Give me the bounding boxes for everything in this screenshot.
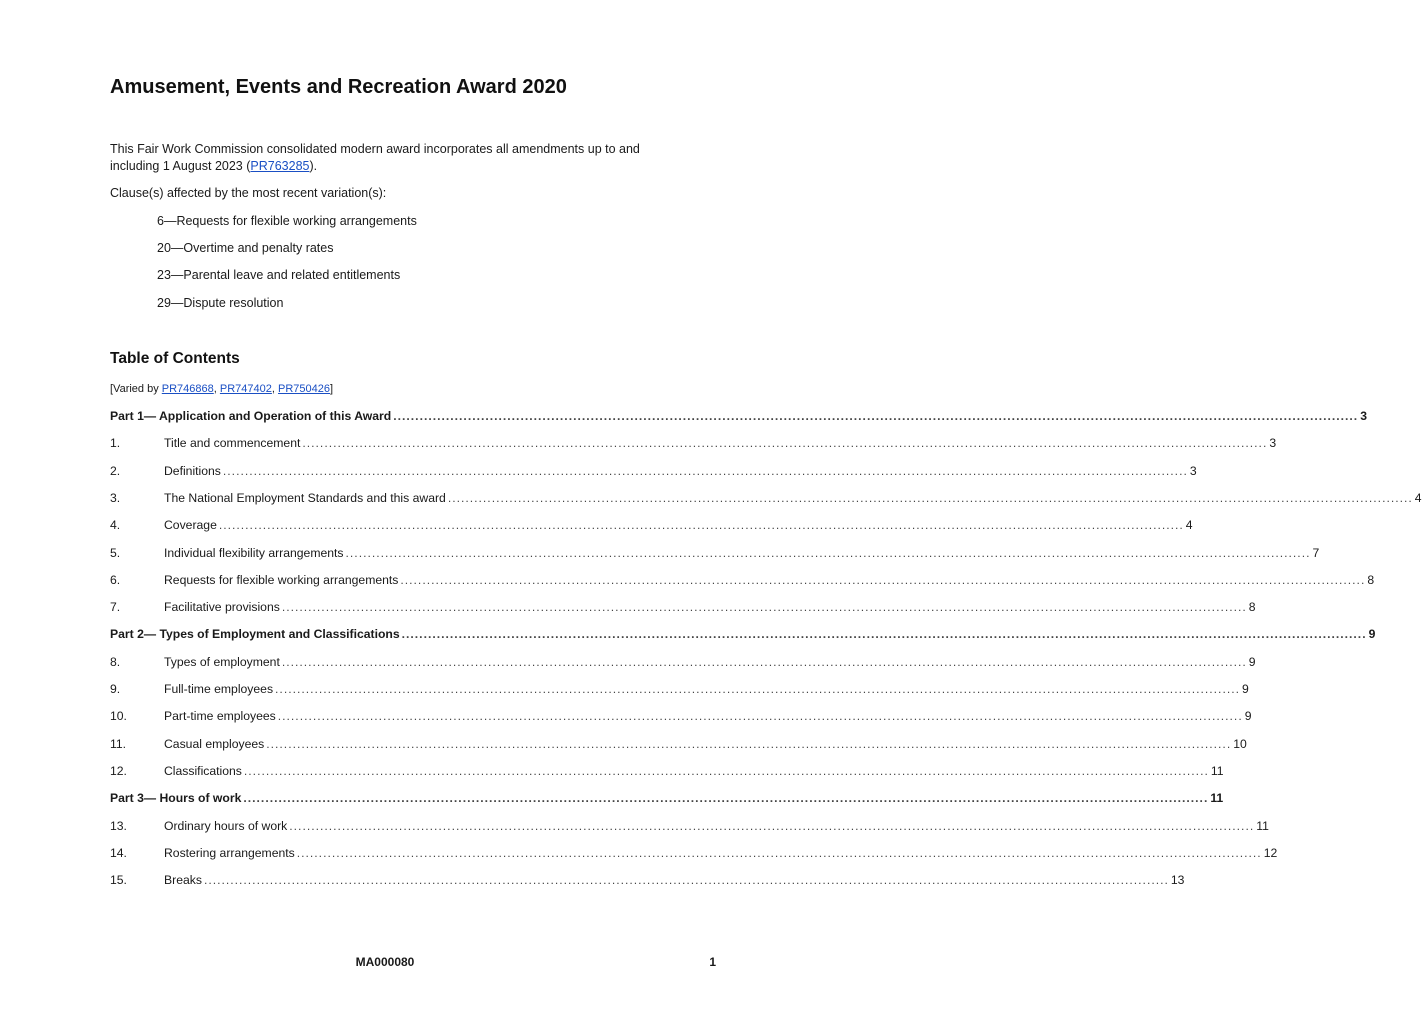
toc-entry[interactable]: [110, 655, 1256, 673]
intro-end: ).: [309, 159, 318, 173]
toc-dot-leader: ............................................................................................................................................................................................................................: [281, 600, 1247, 614]
toc-entry-title: Rostering arrangements: [164, 846, 295, 860]
toc-heading: Table of Contents: [110, 350, 240, 367]
toc-entry-title: The National Employment Standards and this award: [164, 491, 446, 505]
toc-entry[interactable]: [110, 436, 1277, 454]
toc-entry-number: 1.: [110, 436, 121, 450]
toc-entry[interactable]: [110, 819, 1269, 837]
varied-suffix: ]: [330, 383, 334, 395]
toc-entry-page: 11: [1256, 819, 1269, 833]
toc-entry-number: 3.: [110, 491, 121, 505]
toc-entry-number: 2.: [110, 464, 121, 478]
toc-entry-number: 15.: [110, 873, 127, 887]
toc-entry-page: 8: [1367, 573, 1375, 587]
toc-entry-number: 13.: [110, 819, 127, 833]
varied-separator: ,: [213, 383, 220, 395]
toc-entry-title: Requests for flexible working arrangements: [164, 573, 399, 587]
toc-dot-leader: ............................................................................................................................................................................................................................: [266, 737, 1232, 751]
toc-entry-page: 9: [1244, 709, 1252, 723]
toc-entry[interactable]: [110, 873, 1185, 891]
toc-entry-title: Part 2— Types of Employment and Classifications: [110, 627, 400, 641]
toc-entry-title: Individual flexibility arrangements: [164, 546, 344, 560]
toc-entry-title: Part-time employees: [164, 709, 276, 723]
toc-entry-title: Breaks: [164, 873, 202, 887]
clause-item: 29—Dispute resolution: [157, 296, 284, 310]
toc-entry-page: 4: [1414, 491, 1422, 505]
toc-dot-leader: ............................................................................................................................................................................................................................: [277, 709, 1243, 723]
toc-dot-leader: ............................................................................................................................................................................................................................: [281, 655, 1247, 669]
toc-entry-title: Facilitative provisions: [164, 600, 280, 614]
toc-dot-leader: ............................................................................................................................................................................................................................: [393, 409, 1359, 423]
toc-entry-page: 13: [1170, 873, 1185, 887]
footer-award-code: MA000080: [355, 955, 415, 969]
toc-entry-title: Coverage: [164, 518, 217, 532]
toc-entry-title: Part 1— Application and Operation of this Award: [110, 409, 392, 423]
toc-entry-title: Classifications: [164, 764, 242, 778]
toc-dot-leader: ............................................................................................................................................................................................................................: [400, 573, 1366, 587]
toc-entry[interactable]: [110, 709, 1252, 727]
toc-entry-page: 12: [1263, 846, 1278, 860]
toc-entry[interactable]: [110, 682, 1249, 700]
toc-entry-page: 8: [1248, 600, 1256, 614]
toc-dot-leader: ............................................................................................................................................................................................................................: [203, 873, 1169, 887]
varied-prefix: [Varied by: [110, 383, 162, 395]
toc-entry-title: Part 3— Hours of work: [110, 791, 242, 805]
document-title: Amusement, Events and Recreation Award 2020: [110, 76, 567, 98]
toc-entry-page: 9: [1368, 627, 1376, 641]
toc-entry-number: 8.: [110, 655, 121, 669]
toc-entry[interactable]: [110, 464, 1197, 482]
toc-entry[interactable]: [110, 546, 1320, 564]
clauses-label: Clause(s) affected by the most recent variation(s):: [110, 186, 387, 200]
toc-dot-leader: ............................................................................................................................................................................................................................: [222, 464, 1188, 478]
toc-entry-title: Full-time employees: [164, 682, 274, 696]
toc-entry-number: 12.: [110, 764, 127, 778]
toc-dot-leader: ............................................................................................................................................................................................................................: [218, 518, 1184, 532]
toc-entry-page: 3: [1360, 409, 1367, 423]
toc-part-entry[interactable]: [110, 627, 1376, 645]
toc-entry[interactable]: [110, 518, 1193, 536]
toc-entry-number: 10.: [110, 709, 127, 723]
toc-entry-page: 10: [1233, 737, 1247, 751]
toc-dot-leader: ............................................................................................................................................................................................................................: [243, 791, 1209, 805]
varied-link[interactable]: PR746868: [161, 383, 214, 395]
footer-page-number: 1: [709, 955, 716, 969]
toc-entry-title: Definitions: [164, 464, 221, 478]
varied-separator: ,: [271, 383, 279, 395]
toc-entry-page: 11: [1210, 764, 1224, 778]
toc-entry-page: 4: [1185, 518, 1193, 532]
toc-entry-title: Casual employees: [164, 737, 265, 751]
toc-entry-title: Ordinary hours of work: [164, 819, 288, 833]
intro-text: This Fair Work Commission consolidated modern award incorporates all amendments up to and including 1 August 2023 (: [110, 142, 640, 173]
clause-item: 6—Requests for flexible working arrangements: [157, 214, 417, 228]
toc-entry-title: Title and commencement: [164, 436, 301, 450]
toc-entry-number: 4.: [110, 518, 121, 532]
toc-dot-leader: ............................................................................................................................................................................................................................: [345, 546, 1311, 560]
toc-dot-leader: ............................................................................................................................................................................................................................: [447, 491, 1413, 505]
toc-dot-leader: ............................................................................................................................................................................................................................: [401, 627, 1367, 641]
intro-paragraph: [110, 141, 690, 175]
toc-entry-page: 11: [1210, 791, 1224, 805]
toc-part-entry[interactable]: [110, 409, 1367, 427]
toc-entry[interactable]: [110, 491, 1422, 509]
toc-entry-number: 6.: [110, 573, 121, 587]
toc-entry[interactable]: [110, 573, 1375, 591]
toc-dot-leader: ............................................................................................................................................................................................................................: [275, 682, 1240, 696]
toc-entry-page: 7: [1312, 546, 1320, 560]
toc-dot-leader: ............................................................................................................................................................................................................................: [296, 846, 1262, 860]
toc-dot-leader: ............................................................................................................................................................................................................................: [302, 436, 1268, 450]
toc-entry-page: 3: [1189, 464, 1197, 478]
clause-item: 23—Parental leave and related entitlements: [157, 268, 401, 282]
varied-by-note: [110, 383, 333, 395]
toc-entry-page: 9: [1248, 655, 1256, 669]
toc-entry-page: 9: [1241, 682, 1249, 696]
toc-entry-number: 11.: [110, 737, 127, 751]
clause-item: 20—Overtime and penalty rates: [157, 241, 334, 255]
varied-link[interactable]: PR747402: [219, 383, 272, 395]
varied-link[interactable]: PR750426: [278, 383, 331, 395]
toc-part-entry[interactable]: [110, 791, 1224, 809]
toc-entry-number: 5.: [110, 546, 121, 560]
toc-entry-number: 7.: [110, 600, 121, 614]
toc-entry-page: 3: [1269, 436, 1277, 450]
toc-entry[interactable]: [110, 600, 1256, 618]
toc-dot-leader: ............................................................................................................................................................................................................................: [243, 764, 1209, 778]
intro-link[interactable]: PR763285: [250, 159, 310, 173]
toc-dot-leader: ............................................................................................................................................................................................................................: [289, 819, 1255, 833]
toc-entry[interactable]: [110, 764, 1224, 782]
toc-entry-number: 9.: [110, 682, 121, 696]
toc-entry[interactable]: [110, 846, 1278, 864]
toc-entry-title: Types of employment: [164, 655, 280, 669]
toc-entry[interactable]: [110, 737, 1247, 755]
toc-entry-number: 14.: [110, 846, 127, 860]
